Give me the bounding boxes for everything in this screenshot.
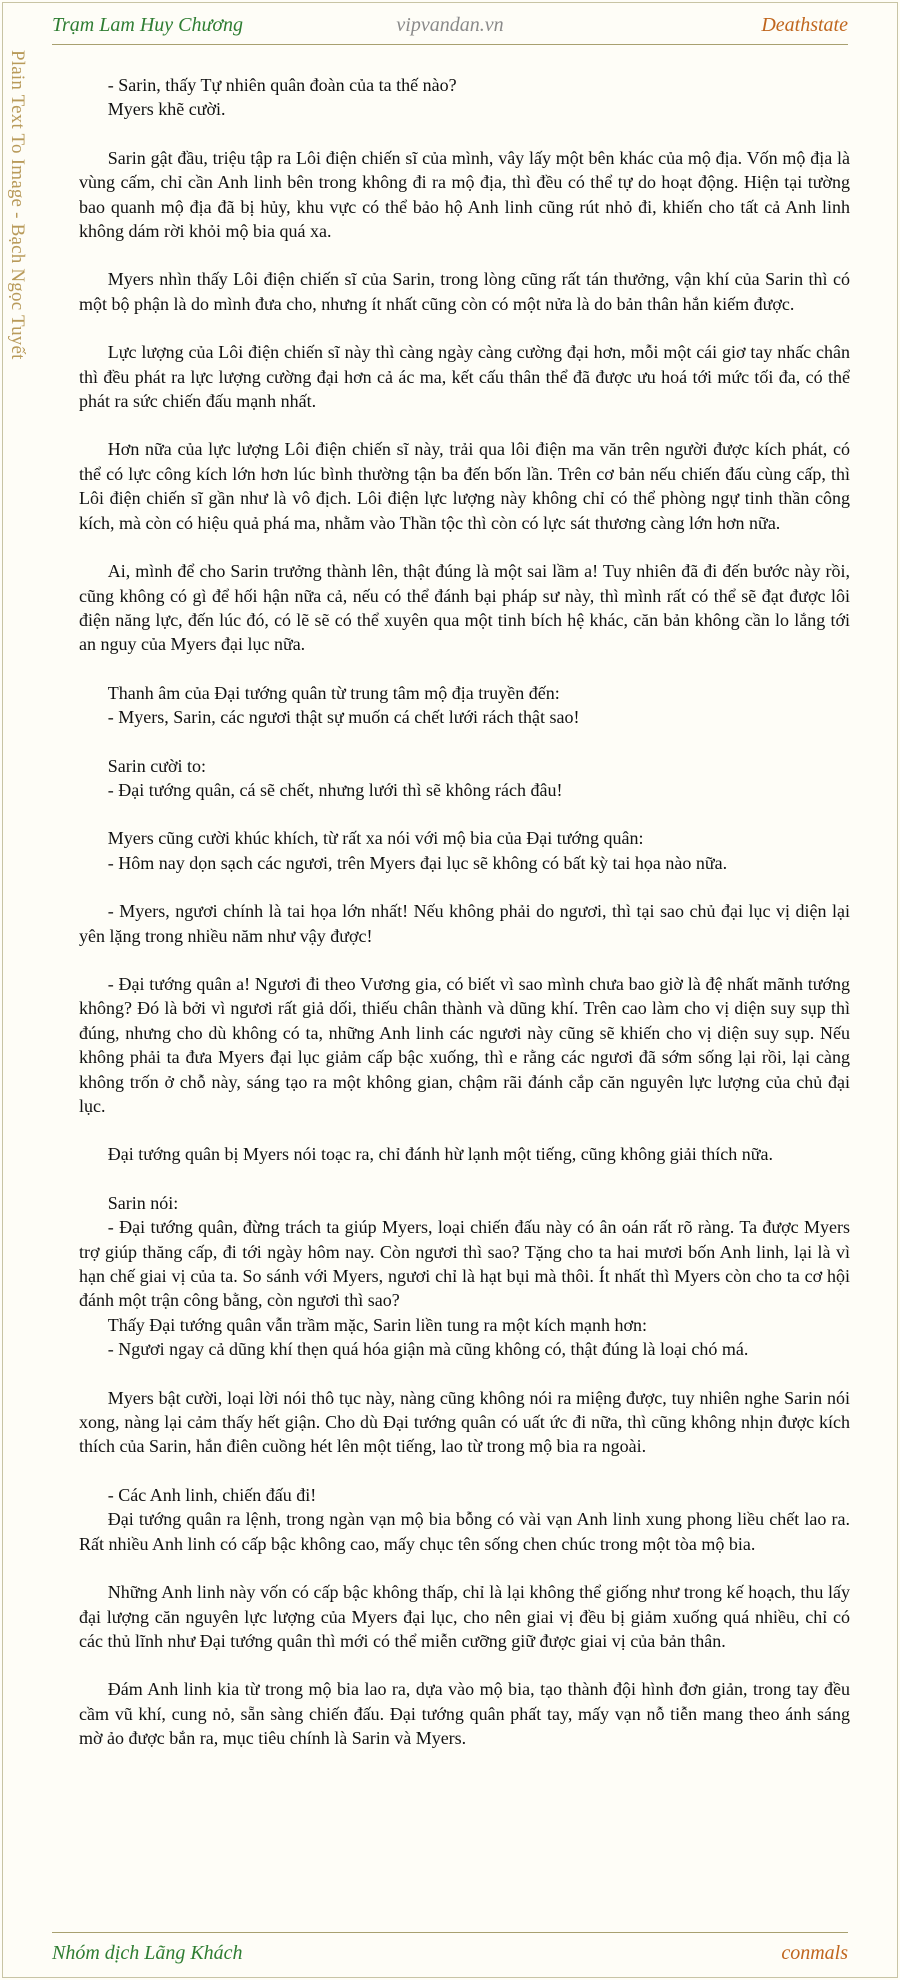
paragraph [79, 754, 850, 803]
paragraph [79, 559, 850, 657]
paragraph-line: Sarin nói: [107, 1192, 179, 1213]
paragraph [79, 1386, 850, 1459]
paragraph-line: - Myers, ngươi chính là tai họa lớn nhất! Nếu không phải do ngươi, thì tại sao chủ đại lục vị diện lại yên lặng trong nhiều năm như vậy được! [79, 901, 850, 946]
footer-editor[interactable]: conmals [781, 1942, 848, 1964]
paragraph-line: Myers cũng cười khúc khích, từ rất xa nói với mộ bia của Đại tướng quân: [107, 828, 644, 849]
paragraph-line: - Ngươi ngay cả dũng khí thẹn quá hóa giận mà cũng không có, thật đúng là loại chó má. [107, 1339, 749, 1360]
paragraph-line: Hơn nữa của lực lượng Lôi điện chiến sĩ này, trải qua lôi điện ma văn trên người được kích phát, có thể có lực công kích lớn hơn lúc bình thường tận ba đến bốn lần. Trên cơ bản nếu chiến đấu cùng cấp, thì Lôi điện chiến sĩ gần như là vô địch. Lôi điện lực lượng này không chỉ có thể phòng ngự tinh thần công kích, mà còn có hiệu quả phá ma, nhằm vào Thần tộc thì còn có lực sát thương càng lớn hơn nữa. [79, 439, 850, 533]
paragraph-line: Myers nhìn thấy Lôi điện chiến sĩ của Sarin, trong lòng cũng rất tán thưởng, vận khí của Sarin thì có một bộ phận là do mình đưa cho, nhưng ít nhất cũng còn có một nửa là do bản thân hắn kiếm được. [79, 269, 850, 314]
paragraph [79, 899, 850, 948]
paragraph-line: Thấy Đại tướng quân vẫn trầm mặc, Sarin liền tung ra một kích mạnh hơn: [107, 1314, 647, 1335]
header-site-name[interactable]: Trạm Lam Huy Chương [52, 14, 244, 36]
paragraph-line: Myers bật cười, loại lời nói thô tục này, nàng cũng không nói ra miệng được, tuy nhiên nghe Sarin nói xong, nàng lại cảm thấy hết giận. Cho dù Đại tướng quân có uất ức đi nữa, thì cũng không nhịn được kích thích của Sarin, hắn điên cuồng hét lên một tiếng, lao từ trong mộ bia ra ngoài. [79, 1387, 850, 1457]
paragraph [79, 73, 850, 122]
page-footer [52, 1940, 848, 1970]
paragraph-line: - Đại tướng quân, cá sẽ chết, nhưng lưới thì sẽ không rách đâu! [107, 779, 563, 800]
paragraph [79, 972, 850, 1118]
footer-divider [52, 1932, 848, 1933]
paragraph-line: Đám Anh linh kia từ trong mộ bia lao ra, dựa vào mộ bia, tạo thành đội hình đơn giản, trong tay đều cầm vũ khí, cung nỏ, sẵn sàng chiến đấu. Đại tướng quân phất tay, mấy vạn nỗ tiễn mang theo ánh sáng mờ ảo được bắn ra, mục tiêu chính là Sarin và Myers. [79, 1679, 850, 1749]
header-domain[interactable]: vipvandan.vn [396, 14, 504, 36]
paragraph-line: Myers khẽ cười. [107, 99, 226, 120]
paragraph-line: - Đại tướng quân a! Ngươi đi theo Vương gia, có biết vì sao mình chưa bao giờ là đệ nhất mãnh tướng không? Đó là bởi vì ngươi rất giả dối, thiếu chân thành và dũng khí. Trên cao làm cho vị diện suy sụp thì đúng, nhưng cho dù không có ta, những Anh linh các ngươi này cũng sẽ khiến cho vị diện suy sụp. Nếu không phải ta đưa Myers đại lục giảm cấp bậc xuống, thì e rằng các ngươi đã sớm sống lại rồi, lại càng không trốn ở chỗ này, sáng tạo ra một không gian, chậm rãi đánh cắp căn nguyên lực lượng của chủ đại lục. [79, 973, 850, 1116]
paragraph [79, 1483, 850, 1556]
paragraph-line: - Sarin, thấy Tự nhiên quân đoàn của ta thế nào? [107, 75, 457, 95]
paragraph-line: Đại tướng quân bị Myers nói toạc ra, chỉ đánh hừ lạnh một tiếng, cũng không giải thích nữa. [107, 1144, 773, 1165]
vertical-watermark: Plain Text To Image - Bạch Ngọc Tuyết [7, 50, 28, 360]
paragraph [79, 267, 850, 316]
paragraph [79, 340, 850, 413]
paragraph [79, 826, 850, 875]
paragraph-line: Sarin cười to: [107, 755, 207, 776]
story-text [79, 73, 850, 1775]
paragraph [79, 1580, 850, 1653]
paragraph [79, 1191, 850, 1362]
paragraph [79, 146, 850, 244]
paragraph-line: Sarin gật đầu, triệu tập ra Lôi điện chiến sĩ của mình, vây lấy một bên khác của mộ địa. Vốn mộ địa là vùng cấm, chỉ cần Anh linh bên trong không đi ra mộ địa, thì đều có thể tự do hoạt động. Hiện tại tường bao quanh mộ địa đã bị hủy, khu vực có thể bảo hộ Anh linh cũng rút nhỏ đi, khiến cho tất cả Anh linh không dám rời khỏi mộ bia quá xa. [79, 147, 850, 242]
paragraph-line: Những Anh linh này vốn có cấp bậc không thấp, chỉ là lại không thể giống như trong kế hoạch, thu lấy đại lượng căn nguyên lực lượng của Myers đại lục, cho nên giai vị đều bị giảm xuống quá nhiều, chỉ có các thủ lĩnh như Đại tướng quân thì mới có thể miễn cưỡng giữ được giai vị của bản thân. [79, 1582, 850, 1651]
header-uploader[interactable]: Deathstate [761, 14, 848, 36]
paragraph-line: Lực lượng của Lôi điện chiến sĩ này thì càng ngày càng cường đại hơn, mỗi một cái giơ tay nhấc chân thì đều phát ra lực lượng cường đại hơn cả ác ma, kết cấu thân thể đã được ưu hoá tới mức tối đa, có thể phát ra sức chiến đấu mạnh nhất. [79, 342, 850, 412]
paragraph-line: - Đại tướng quân, đừng trách ta giúp Myers, loại chiến đấu này có ân oán rất rõ ràng. Ta được Myers trợ giúp thăng cấp, đi tới ngày hôm nay. Còn ngươi thì sao? Tặng cho ta hai mươi bốn Anh linh, lại là vì hạn chế giai vị của ta. So sánh với Myers, ngươi chỉ là hạt bụi mà thôi. Ít nhất thì Myers còn cho ta cơ hội đánh một trận công bằng, còn ngươi thì sao? [79, 1217, 850, 1311]
paragraph [79, 1142, 850, 1166]
paragraph-line: - Hôm nay dọn sạch các ngươi, trên Myers đại lục sẽ không có bất kỳ tai họa nào nữa. [107, 852, 728, 873]
paragraph-line: - Các Anh linh, chiến đấu đi! [107, 1484, 317, 1505]
footer-translator-group[interactable]: Nhóm dịch Lãng Khách [52, 1942, 243, 1964]
paragraph [79, 437, 850, 535]
paragraph [79, 681, 850, 730]
paragraph-line: - Myers, Sarin, các ngươi thật sự muốn cá chết lưới rách thật sao! [107, 707, 580, 728]
paragraph [79, 1677, 850, 1750]
paragraph-line: Ai, mình để cho Sarin trưởng thành lên, thật đúng là một sai lầm a! Tuy nhiên đã đi đến bước này rồi, cũng không có gì để hối hận nữa cả, nếu có thể đánh bại pháp sư này, thì mình rất có thể sẽ đạt được lôi điện năng lực, đến lúc đó, có lẽ sẽ có thể xuyên qua một tinh bích hệ khác, căn bản không cần lo lắng tới an nguy của Myers đại lục nữa. [79, 561, 850, 655]
header-divider [52, 44, 848, 45]
paragraph-line: Đại tướng quân ra lệnh, trong ngàn vạn mộ bia bỗng có vài vạn Anh linh xung phong liều chết lao ra. Rất nhiều Anh linh có cấp bậc không cao, mấy chục tên sống chen chúc trong một tòa mộ bia. [79, 1509, 850, 1554]
page-header [52, 8, 848, 40]
paragraph-line: Thanh âm của Đại tướng quân từ trung tâm mộ địa truyền đến: [107, 682, 560, 703]
